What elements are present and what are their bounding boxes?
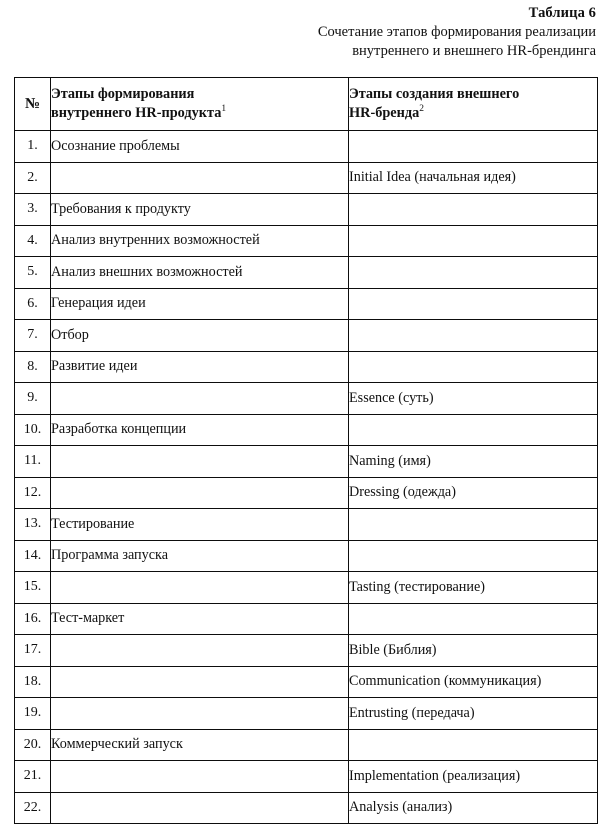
table-row xyxy=(15,351,598,383)
external-stage-cell xyxy=(349,603,598,635)
internal-stage-cell: Анализ внешних возможностей xyxy=(51,257,349,289)
table-header-row xyxy=(15,78,598,131)
external-stage-cell xyxy=(349,257,598,289)
external-stage-cell xyxy=(349,540,598,572)
column-header-internal-line-1: Этапы формирования xyxy=(51,86,195,102)
footnote-marker-1: 1 xyxy=(221,104,227,115)
column-header-external-line-1: Этапы создания внешнего xyxy=(349,86,520,102)
column-header-internal-product xyxy=(51,78,349,131)
table-row xyxy=(15,761,598,793)
row-number-cell: 16. xyxy=(15,603,51,635)
table-title-line-1: Сочетание этапов формирования реализации xyxy=(317,24,596,40)
table-row xyxy=(15,446,598,478)
internal-stage-cell xyxy=(51,572,349,604)
table-title xyxy=(14,23,596,61)
table-header xyxy=(15,78,598,131)
row-number-cell: 15. xyxy=(15,572,51,604)
row-number-cell: 8. xyxy=(15,351,51,383)
internal-stage-cell: Тест-маркет xyxy=(51,603,349,635)
external-stage-cell: Entrusting (передача) xyxy=(349,698,598,730)
internal-stage-cell: Генерация идеи xyxy=(51,288,349,320)
table-row xyxy=(15,698,598,730)
internal-stage-cell: Программа запуска xyxy=(51,540,349,572)
table-row xyxy=(15,509,598,541)
row-number-cell: 17. xyxy=(15,635,51,667)
internal-stage-cell: Требования к продукту xyxy=(51,194,349,226)
table-row xyxy=(15,320,598,352)
row-number-cell: 10. xyxy=(15,414,51,446)
column-header-number: № xyxy=(15,78,51,131)
external-stage-cell: Implementation (реализация) xyxy=(349,761,598,793)
row-number-cell: 22. xyxy=(15,792,51,824)
row-number-cell: 5. xyxy=(15,257,51,289)
external-stage-cell xyxy=(349,225,598,257)
table-caption-block xyxy=(0,0,610,61)
external-stage-cell xyxy=(349,351,598,383)
external-stage-cell xyxy=(349,414,598,446)
row-number-cell: 19. xyxy=(15,698,51,730)
external-stage-cell xyxy=(349,131,598,163)
external-stage-cell: Tasting (тестирование) xyxy=(349,572,598,604)
table-row xyxy=(15,257,598,289)
table-row xyxy=(15,540,598,572)
row-number-cell: 4. xyxy=(15,225,51,257)
external-stage-cell: Analysis (анализ) xyxy=(349,792,598,824)
table-row xyxy=(15,414,598,446)
column-header-internal-line-2-text: внутреннего HR-продукта xyxy=(51,105,222,121)
table-row xyxy=(15,225,598,257)
table-row xyxy=(15,383,598,415)
internal-stage-cell xyxy=(51,761,349,793)
external-stage-cell: Naming (имя) xyxy=(349,446,598,478)
column-header-internal-line-2 xyxy=(51,104,348,123)
table-row xyxy=(15,666,598,698)
external-stage-cell: Dressing (одежда) xyxy=(349,477,598,509)
internal-stage-cell: Анализ внутренних возможностей xyxy=(51,225,349,257)
internal-stage-cell xyxy=(51,666,349,698)
table-row xyxy=(15,792,598,824)
table-row xyxy=(15,729,598,761)
hr-branding-stages-table xyxy=(14,77,598,824)
column-header-external-line-2 xyxy=(349,104,597,123)
internal-stage-cell: Тестирование xyxy=(51,509,349,541)
column-header-external-line-2-text: HR-бренда xyxy=(349,105,420,121)
column-header-external-brand xyxy=(349,78,598,131)
row-number-cell: 3. xyxy=(15,194,51,226)
internal-stage-cell xyxy=(51,698,349,730)
row-number-cell: 7. xyxy=(15,320,51,352)
internal-stage-cell xyxy=(51,635,349,667)
row-number-cell: 13. xyxy=(15,509,51,541)
row-number-cell: 21. xyxy=(15,761,51,793)
external-stage-cell: Bible (Библия) xyxy=(349,635,598,667)
internal-stage-cell: Осознание проблемы xyxy=(51,131,349,163)
row-number-cell: 9. xyxy=(15,383,51,415)
table-row xyxy=(15,603,598,635)
external-stage-cell: Initial Idea (начальная идея) xyxy=(349,162,598,194)
external-stage-cell xyxy=(349,194,598,226)
internal-stage-cell: Разработка концепции xyxy=(51,414,349,446)
internal-stage-cell xyxy=(51,792,349,824)
internal-stage-cell xyxy=(51,162,349,194)
table-number-label: Таблица 6 xyxy=(528,5,596,21)
row-number-cell: 2. xyxy=(15,162,51,194)
table-row xyxy=(15,635,598,667)
footnote-marker-2: 2 xyxy=(419,104,425,115)
table-row xyxy=(15,162,598,194)
row-number-cell: 1. xyxy=(15,131,51,163)
external-stage-cell xyxy=(349,288,598,320)
internal-stage-cell xyxy=(51,477,349,509)
internal-stage-cell xyxy=(51,383,349,415)
row-number-cell: 18. xyxy=(15,666,51,698)
table-body xyxy=(15,131,598,824)
table-row xyxy=(15,288,598,320)
table-row xyxy=(15,194,598,226)
external-stage-cell xyxy=(349,729,598,761)
row-number-cell: 6. xyxy=(15,288,51,320)
row-number-cell: 12. xyxy=(15,477,51,509)
table-row xyxy=(15,572,598,604)
internal-stage-cell xyxy=(51,446,349,478)
internal-stage-cell: Отбор xyxy=(51,320,349,352)
external-stage-cell xyxy=(349,509,598,541)
table-title-line-2: внутреннего и внешнего HR-брендинга xyxy=(352,43,596,59)
table-row xyxy=(15,131,598,163)
external-stage-cell: Essence (суть) xyxy=(349,383,598,415)
row-number-cell: 14. xyxy=(15,540,51,572)
table-container xyxy=(14,77,597,824)
internal-stage-cell: Развитие идеи xyxy=(51,351,349,383)
row-number-cell: 11. xyxy=(15,446,51,478)
internal-stage-cell: Коммерческий запуск xyxy=(51,729,349,761)
external-stage-cell: Communication (коммуникация) xyxy=(349,666,598,698)
table-row xyxy=(15,477,598,509)
external-stage-cell xyxy=(349,320,598,352)
row-number-cell: 20. xyxy=(15,729,51,761)
